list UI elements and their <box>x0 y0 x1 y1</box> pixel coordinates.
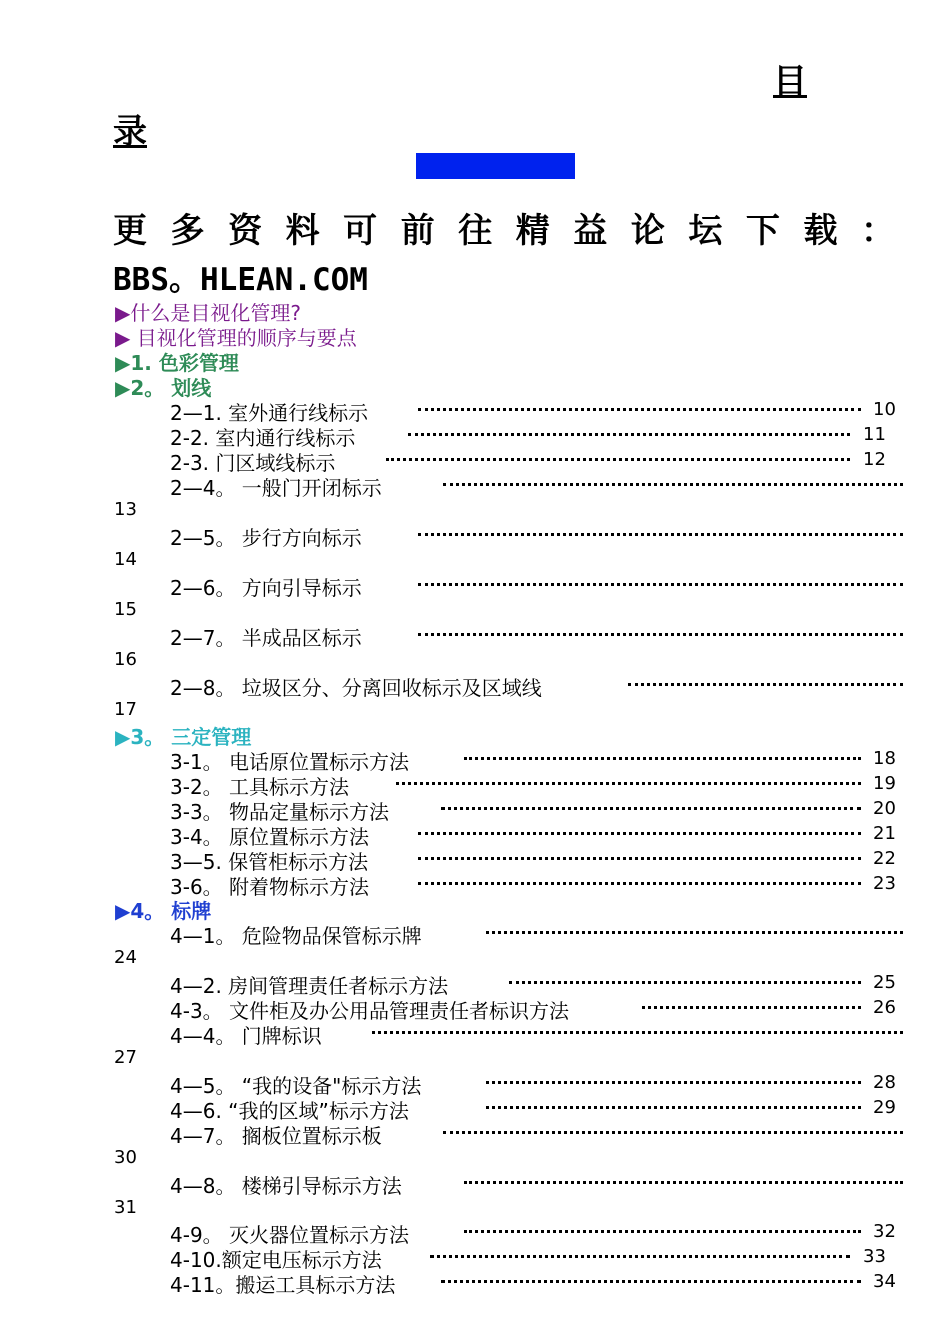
leader-dots <box>628 683 903 686</box>
leader-dots <box>418 882 861 885</box>
leader-dots <box>486 1106 861 1109</box>
download-banner: 更多资料可前往精益论坛下载： <box>113 211 895 251</box>
leader-dots <box>642 1006 861 1009</box>
toc-entry-label[interactable]: 4—6. “我的区域”标示方法 <box>170 1099 409 1123</box>
toc-entry-label[interactable]: 4—4。 门牌标识 <box>170 1024 322 1048</box>
toc-entry-label[interactable]: 4-9。 灭火器位置标示方法 <box>170 1223 410 1247</box>
forum-site-link[interactable]: BBS。HLEAN.COM <box>113 262 368 298</box>
heading-lines[interactable]: ▶2。 划线 <box>115 376 212 400</box>
leader-dots <box>418 583 903 586</box>
toc-entry-label[interactable]: 3—5. 保管柜标示方法 <box>170 850 369 874</box>
leader-dots <box>418 633 903 636</box>
toc-entry-label[interactable]: 2—8。 垃圾区分、分离回收标示及区域线 <box>170 676 542 700</box>
toc-title-char-1: 目 <box>773 62 807 102</box>
leader-dots <box>396 782 861 785</box>
toc-title-char-2: 录 <box>113 112 147 152</box>
toc-page-number: 31 <box>114 1197 137 1218</box>
toc-page-number: 27 <box>114 1047 137 1068</box>
leader-dots <box>464 1230 861 1233</box>
leader-dots <box>441 807 861 810</box>
toc-page-number: 28 <box>873 1072 896 1093</box>
leader-dots <box>509 981 861 984</box>
toc-entry-label[interactable]: 2-3. 门区域线标示 <box>170 451 336 475</box>
toc-entry-label[interactable]: 4—1。 危险物品保管标示牌 <box>170 924 422 948</box>
heading-order-points[interactable]: ▶ 目视化管理的顺序与要点 <box>115 326 357 350</box>
heading-what-is[interactable]: ▶什么是目视化管理? <box>115 301 301 325</box>
toc-entry-label[interactable]: 2—1. 室外通行线标示 <box>170 401 369 425</box>
toc-entry-label[interactable]: 3-6。 附着物标示方法 <box>170 875 370 899</box>
toc-entry-label[interactable]: 4—7。 搁板位置标示板 <box>170 1124 382 1148</box>
toc-page-number: 17 <box>114 699 137 720</box>
toc-page-number: 33 <box>863 1246 886 1267</box>
toc-page-number: 16 <box>114 649 137 670</box>
leader-dots <box>430 1255 850 1258</box>
toc-entry-label[interactable]: 4-3。 文件柜及办公用品管理责任者标识方法 <box>170 999 570 1023</box>
toc-entry-label[interactable]: 3-1。 电话原位置标示方法 <box>170 750 410 774</box>
toc-page-number: 26 <box>873 997 896 1018</box>
toc-entry-label[interactable]: 4—5。 “我的设备"标示方法 <box>170 1074 422 1098</box>
toc-entry-label[interactable]: 4-10.额定电压标示方法 <box>170 1248 382 1272</box>
heading-three-fixed[interactable]: ▶3。 三定管理 <box>115 725 252 749</box>
toc-entry-label[interactable]: 2—7。 半成品区标示 <box>170 626 362 650</box>
heading-signboards[interactable]: ▶4。 标牌 <box>115 899 212 923</box>
toc-entry-label[interactable]: 3-4。 原位置标示方法 <box>170 825 370 849</box>
leader-dots <box>486 1081 861 1084</box>
toc-entry-label[interactable]: 4—2. 房间管理责任者标示方法 <box>170 974 449 998</box>
heading-color-management[interactable]: ▶1. 色彩管理 <box>115 351 239 375</box>
toc-page-number: 22 <box>873 848 896 869</box>
toc-entry-label[interactable]: 3-2。 工具标示方法 <box>170 775 350 799</box>
leader-dots <box>418 832 861 835</box>
leader-dots <box>464 1181 903 1184</box>
leader-dots <box>486 931 903 934</box>
toc-entry-label[interactable]: 3-3。 物品定量标示方法 <box>170 800 390 824</box>
leader-dots <box>372 1031 903 1034</box>
toc-entry-label[interactable]: 2-2. 室内通行线标示 <box>170 426 356 450</box>
toc-page-number: 23 <box>873 873 896 894</box>
leader-dots <box>386 458 850 461</box>
toc-page-number: 34 <box>873 1271 896 1292</box>
leader-dots <box>418 533 903 536</box>
leader-dots <box>464 757 861 760</box>
leader-dots <box>418 408 861 411</box>
toc-page-number: 11 <box>863 424 886 445</box>
toc-page-number: 24 <box>114 947 137 968</box>
toc-page-number: 12 <box>863 449 886 470</box>
leader-dots <box>443 483 903 486</box>
leader-dots <box>408 433 850 436</box>
toc-page-number: 13 <box>114 499 137 520</box>
leader-dots <box>418 857 861 860</box>
toc-page-number: 15 <box>114 599 137 620</box>
toc-page-number: 29 <box>873 1097 896 1118</box>
leader-dots <box>441 1280 861 1283</box>
toc-page-number: 20 <box>873 798 896 819</box>
toc-page-number: 18 <box>873 748 896 769</box>
toc-page-number: 14 <box>114 549 137 570</box>
toc-entry-label[interactable]: 2—4。 一般门开闭标示 <box>170 476 382 500</box>
toc-page-number: 10 <box>873 399 896 420</box>
toc-page-number: 30 <box>114 1147 137 1168</box>
blue-bar <box>416 153 575 179</box>
toc-entry-label[interactable]: 4-11。搬运工具标示方法 <box>170 1273 396 1297</box>
toc-page-number: 19 <box>873 773 896 794</box>
toc-page-number: 25 <box>873 972 896 993</box>
toc-page-number: 21 <box>873 823 896 844</box>
toc-entry-label[interactable]: 4—8。 楼梯引导标示方法 <box>170 1174 402 1198</box>
toc-page-number: 32 <box>873 1221 896 1242</box>
leader-dots <box>443 1131 903 1134</box>
toc-entry-label[interactable]: 2—6。 方向引导标示 <box>170 576 362 600</box>
toc-entry-label[interactable]: 2—5。 步行方向标示 <box>170 526 362 550</box>
